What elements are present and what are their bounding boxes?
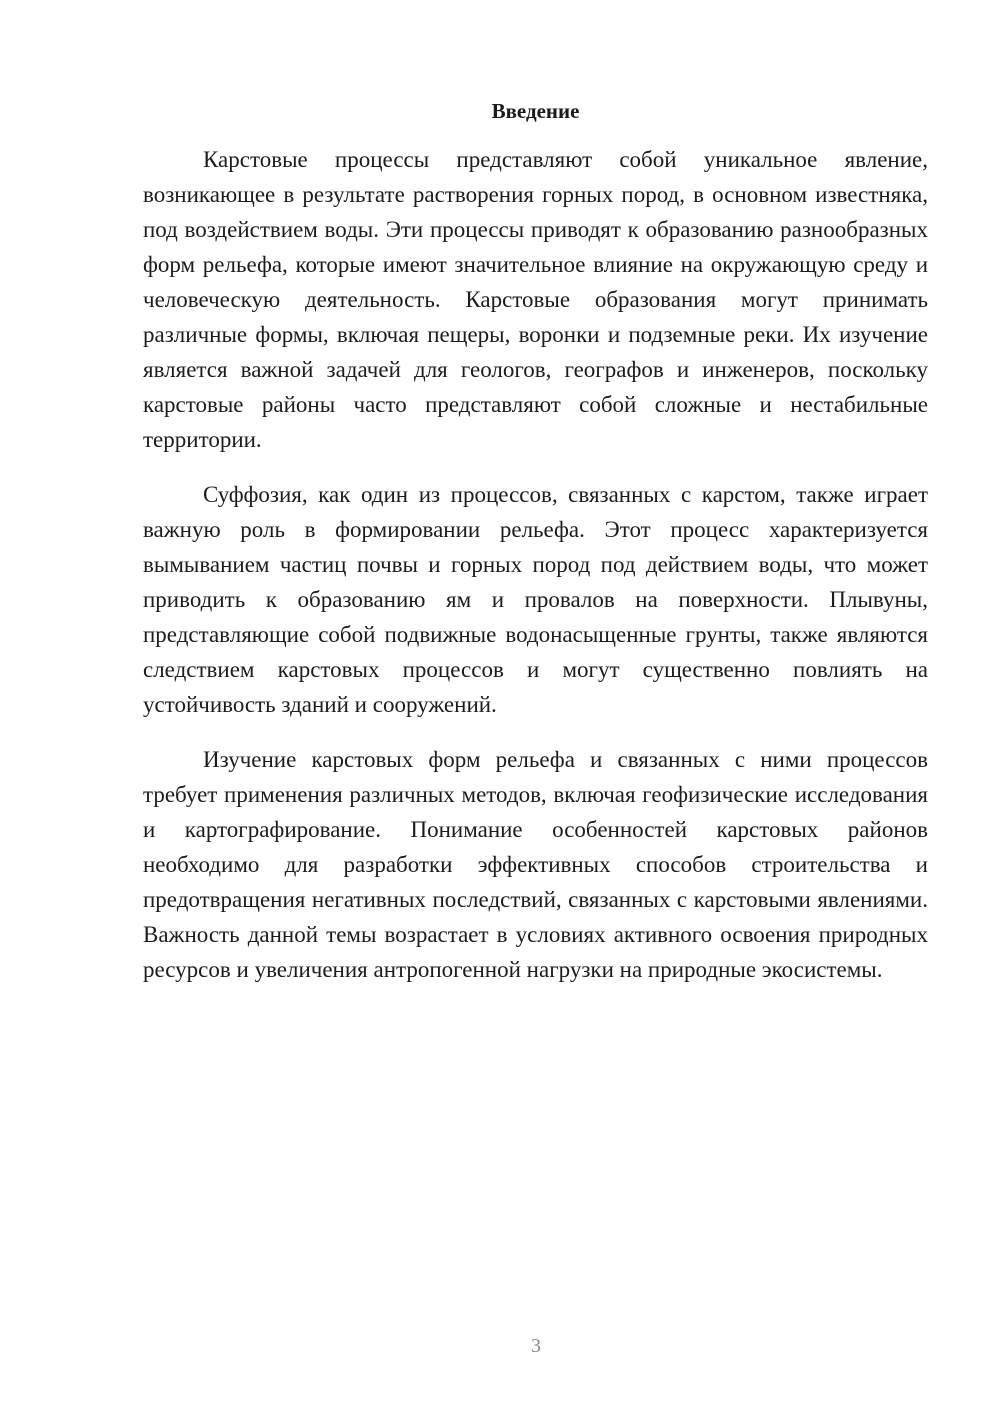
page-title: Введение <box>491 99 580 123</box>
paragraph-study-methods: Изучение карстовых форм рельефа и связанных с ними процессов требует применения различных методов, включая геофизические исследования и картографирование. Понимание особенностей карстовых районов необходимо для разработки эффективных способов строительства и предотвращения негативных последствий, связанных с карстовыми явлениями. Важность данной темы возрастает в условиях активного освоения природных ресурсов и увеличения антропогенной нагрузки на природные экосистемы. <box>143 747 928 982</box>
paragraph-suffosion: Суффозия, как один из процессов, связанных с карстом, также играет важную роль в формировании рельефа. Этот процесс характеризуется вымыванием частиц почвы и горных пород под действием воды, что может приводить к образованию ям и провалов на поверхности. Плывуны, представляющие собой подвижные водонасыщенные грунты, также являются следствием карстовых процессов и могут существенно повлиять на устойчивость зданий и сооружений. <box>143 482 928 717</box>
document-body <box>143 142 928 1007</box>
page-number: 3 <box>531 1335 541 1357</box>
paragraph-intro-karst: Карстовые процессы представляют собой уникальное явление, возникающее в результате растворения горных пород, в основном известняка, под воздействием воды. Эти процессы приводят к образованию разнообразных форм рельефа, которые имеют значительное влияние на окружающую среду и человеческую деятельность. Карстовые образования могут принимать различные формы, включая пещеры, воронки и подземные реки. Их изучение является важной задачей для геологов, географов и инженеров, поскольку карстовые районы часто представляют собой сложные и нестабильные территории. <box>143 147 928 452</box>
